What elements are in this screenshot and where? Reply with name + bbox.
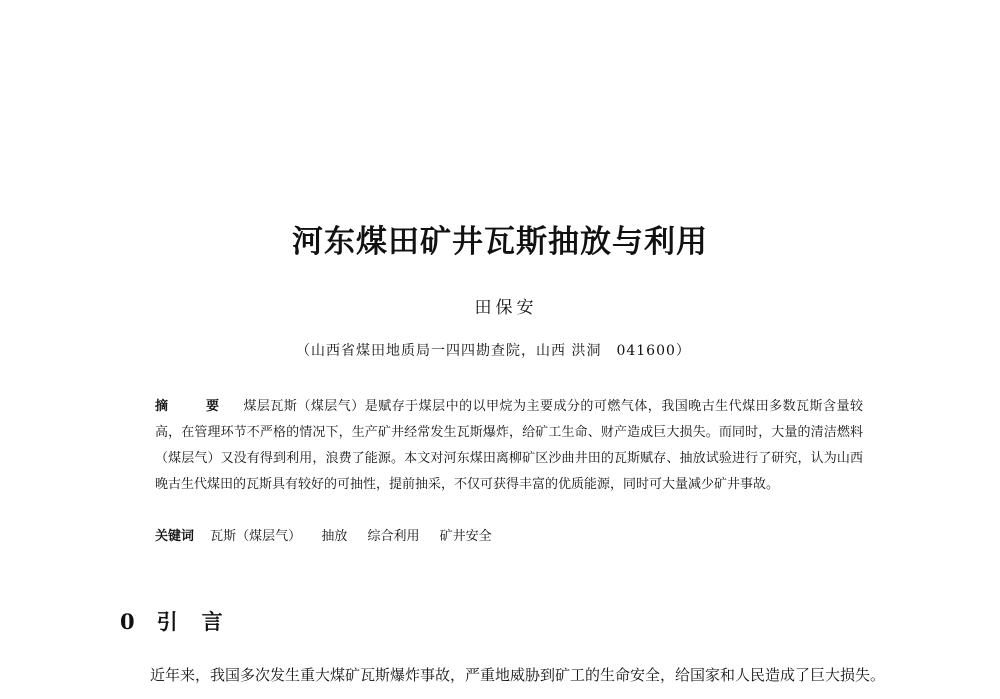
author-affiliation: （山西省煤田地质局一四四勘查院，山西 洪洞 041600）	[296, 343, 691, 359]
keywords-label: 关键词	[155, 529, 195, 544]
abstract-text: 煤层瓦斯（煤层气）是赋存于煤层中的以甲烷为主要成分的可燃气体，我国晚古生代煤田多数瓦斯含量较高，在管理环节不严格的情况下，生产矿井经常发生瓦斯爆炸，给矿工生命、财产造成巨大损失。而同时，大量的清洁燃料（煤层气）又没有得到利用，浪费了能源。本文对河东煤田离柳矿区沙曲井田的瓦斯赋存、抽放试验进行了研究，认为山西晚古生代煤田的瓦斯具有较好的可抽性，提前抽采，不仅可获得丰富的优质能源，同时可大量减少矿井事故。	[155, 399, 863, 492]
body-paragraph: 近年来，我国多次发生重大煤矿瓦斯爆炸事故，严重地威胁到矿工的生命安全，给国家和人民造成了巨大损失。	[150, 666, 886, 684]
author-name: 田保安	[474, 298, 538, 318]
section-title: 引言	[156, 609, 247, 634]
section-number: 0	[120, 609, 135, 634]
keywords	[155, 524, 508, 550]
keyword-item: 瓦斯（煤层气）	[210, 529, 302, 544]
abstract	[155, 394, 863, 498]
keyword-item: 抽放	[321, 529, 348, 544]
keyword-item: 综合利用	[367, 529, 420, 544]
paper-title: 河东煤田矿井瓦斯抽放与利用	[292, 224, 708, 260]
abstract-label: 摘 要	[155, 399, 232, 414]
section-heading	[120, 606, 247, 638]
keyword-item: 矿井安全	[439, 529, 492, 544]
